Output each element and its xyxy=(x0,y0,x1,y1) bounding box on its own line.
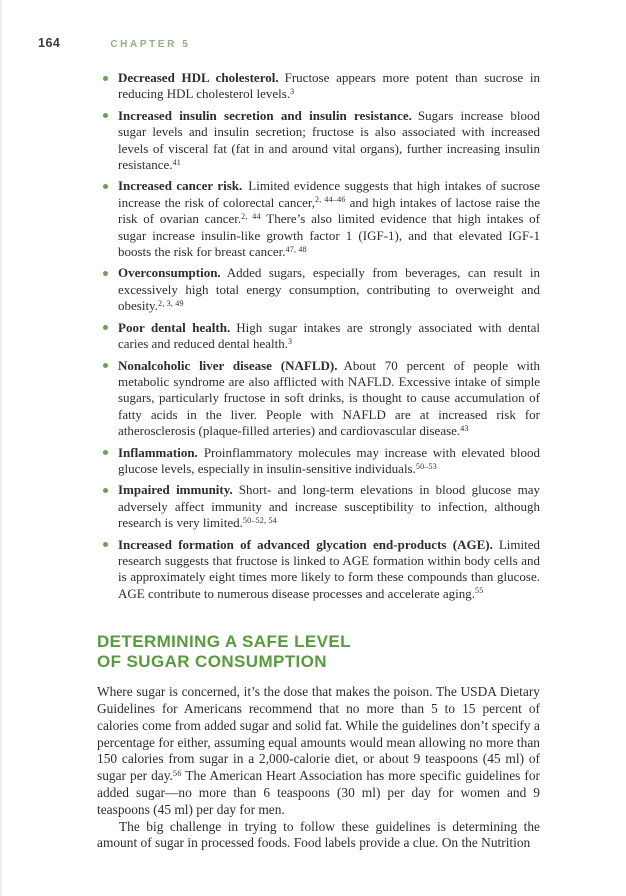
bullet-body: Limited research suggests that fructose is linked to AGE formation within body cells and is approximately eight times more likely to form these compounds than glucose. AGE contribute to numerous disease processes and accelerate aging.$^{55}$ xyxy=(118,536,540,601)
bullet-icon xyxy=(103,113,108,118)
list-item xyxy=(103,445,540,478)
bullet-body: High sugar intakes are strongly associated with dental caries and reduced dental health.$^3$ xyxy=(118,319,540,352)
page-header xyxy=(0,0,626,50)
list-item xyxy=(103,265,540,314)
list-item xyxy=(103,320,540,353)
body-paragraph: The big challenge in trying to follow these guidelines is determining the amount of sugar in processed foods. Food labels provide a clue. On the Nutrition xyxy=(97,818,540,851)
footnote-reference: 3 xyxy=(290,86,295,96)
bullet-icon xyxy=(103,363,108,368)
bullet-title: Decreased HDL cholesterol. xyxy=(118,70,279,85)
footnote-reference: 47, 48 xyxy=(285,244,307,254)
bullet-icon xyxy=(103,488,108,493)
bullet-icon xyxy=(103,271,108,276)
footnote-reference: 41 xyxy=(172,157,181,167)
page-number: 164 xyxy=(38,36,61,50)
section-heading-line1: DETERMINING A SAFE LEVEL xyxy=(97,632,351,652)
list-item xyxy=(103,537,540,603)
bullet-title: Increased cancer risk. xyxy=(118,178,243,194)
section-heading xyxy=(97,632,540,672)
page-content xyxy=(0,50,626,852)
list-item xyxy=(103,482,540,531)
bullet-title: Increased formation of advanced glycation end-products (AGE). xyxy=(118,536,493,552)
chapter-label: CHAPTER 5 xyxy=(110,39,191,50)
footnote-reference: 2, 3, 49 xyxy=(157,298,184,308)
bullet-body: Fructose appears more potent than sucrose in reducing HDL cholesterol levels.$^3$ xyxy=(118,70,541,102)
footnote-reference: 3 xyxy=(288,336,293,346)
bullet-icon xyxy=(103,325,108,330)
bullet-body: Added sugars, especially from beverages, can result in excessively high total energy consumption, contributing to overweight and obesity.$^{2, 3, 49}$ xyxy=(118,265,540,314)
footnote-reference: 50–52, 54 xyxy=(242,515,277,525)
section-heading-line2: OF SUGAR CONSUMPTION xyxy=(97,652,327,672)
bullet-body: Proinflammatory molecules may increase with elevated blood glucose levels, especially in insulin-sensitive individuals.$^{50-53}$ xyxy=(118,444,540,476)
bullet-body: Sugars increase blood sugar levels and insulin secretion; fructose is also associated with increased levels of visceral fat (fat in and around vital organs), further increasing insulin resistance.$^{41}$ xyxy=(118,107,540,173)
footnote-reference: 43 xyxy=(460,423,469,433)
bullet-icon xyxy=(103,542,108,547)
footnote-reference: 50–53 xyxy=(415,461,437,471)
page-scan-edge xyxy=(0,0,3,896)
bullet-title: Impaired immunity. xyxy=(118,482,233,498)
bullet-icon xyxy=(103,184,108,189)
footnote-reference: 55 xyxy=(475,586,484,596)
bullet-title: Inflammation. xyxy=(118,444,198,460)
body-paragraph: Where sugar is concerned, it’s the dose that makes the poison. The USDA Dietary Guidelines for Americans recommend that no more than 5 to 15 percent of calories come from added sugar and solid fat. While the guidelines don’t specify a percentage for either, assuming equal amounts would mean allowing no more than 150 calories from sugar in a 2,000-calorie diet, or about 9 teaspoons (45 ml) of sugar per day.$^{56}$ The American Heart Association has more specific guidelines for added sugar—no more than 6 teaspoons (30 ml) per day for women and 9 teaspoons (45 ml) per day for men. xyxy=(97,684,540,817)
footnote-reference: 56 xyxy=(172,768,182,778)
list-item xyxy=(103,108,540,174)
footnote-reference: 2, 44 xyxy=(241,211,261,221)
list-item xyxy=(103,358,540,440)
list-item xyxy=(103,178,540,260)
bullet-body: Short- and long-term elevations in blood glucose may adversely affect immunity and increase susceptibility to infection, although research is very limited.$^{50-52, 54}$ xyxy=(118,482,540,531)
bullet-title: Nonalcoholic liver disease (NAFLD). xyxy=(118,357,338,373)
bullet-title: Poor dental health. xyxy=(118,319,231,335)
bullet-icon xyxy=(103,76,108,81)
bullet-body: Limited evidence suggests that high intakes of sucrose increase the risk of colorectal cancer,$^{2, 44-46}$ and high intakes of lactose raise the risk of ovarian cancer.$^{2, 44}$ There’s also limited evidence that high intakes of sugar increase insulin-like growth factor 1 (IGF-1), and that elevated IGF-1 boosts the risk for breast cancer.$^{47, 48}$ xyxy=(118,178,541,260)
footnote-reference: 2, 44–46 xyxy=(314,195,346,205)
bullet-icon xyxy=(103,450,108,455)
bullet-title: Overconsumption. xyxy=(118,265,221,281)
list-item xyxy=(103,70,540,103)
bullet-title: Increased insulin secretion and insulin resistance. xyxy=(118,107,412,123)
bullet-body: About 70 percent of people with metabolic syndrome are also afflicted with NAFLD. Excessive intake of simple sugars, particularly fructose in soft drinks, is thought to cause accumulation of fatty acids in the liver. People with NAFLD are at increased risk for atherosclerosis (plaque-filled arteries) and cardiovascular disease.$^{43}$ xyxy=(118,357,541,439)
risk-list xyxy=(97,70,540,602)
